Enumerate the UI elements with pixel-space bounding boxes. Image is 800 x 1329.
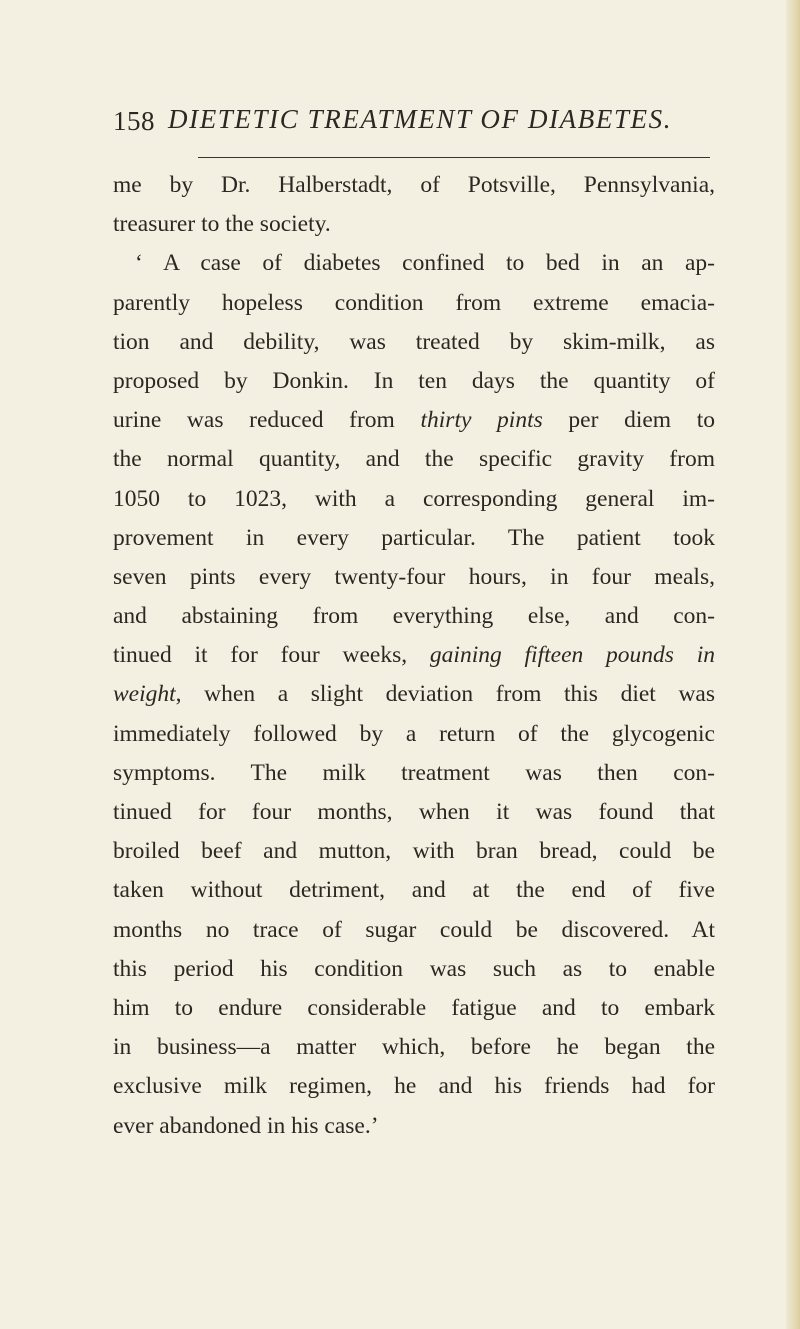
text-line: this period his condition was such as to enable bbox=[113, 955, 715, 982]
text-line: the normal quantity, and the specific gravity from bbox=[113, 446, 715, 473]
text-line: exclusive milk regimen, he and his friends had for bbox=[113, 1073, 715, 1100]
text-line: him to endure considerable fatigue and to embark bbox=[113, 994, 715, 1021]
page-edge-shadow bbox=[786, 0, 800, 1329]
text-line: and abstaining from everything else, and con- bbox=[113, 603, 715, 630]
text-segment: tinued it for four weeks, bbox=[113, 642, 430, 669]
text-line bbox=[113, 401, 715, 440]
text-line: seven pints every twenty-four hours, in four meals, bbox=[113, 563, 715, 590]
text-line bbox=[113, 636, 715, 675]
header-rule bbox=[198, 157, 710, 158]
text-line: taken without detriment, and at the end of five bbox=[113, 877, 715, 904]
italic-phrase: gaining fifteen pounds in bbox=[429, 642, 716, 669]
text-line: treasurer to the society. bbox=[113, 211, 331, 238]
text-line: broiled beef and mutton, with bran bread, could be bbox=[113, 838, 715, 865]
text-segment: urine was reduced from bbox=[113, 407, 421, 434]
running-title: DIETETIC TREATMENT OF DIABETES. bbox=[168, 104, 673, 134]
text-segment: , when a slight deviation from this diet was bbox=[175, 681, 715, 708]
italic-phrase: thirty pints bbox=[420, 407, 543, 434]
text-line: ‘ A case of diabetes confined to bed in an ap- bbox=[135, 250, 715, 277]
text-line: symptoms. The milk treatment was then con- bbox=[113, 759, 715, 786]
text-line: months no trace of sugar could be discovered. At bbox=[113, 916, 715, 943]
page-number: 158 bbox=[113, 106, 155, 136]
running-header bbox=[113, 104, 723, 144]
text-line: proposed by Donkin. In ten days the quantity of bbox=[113, 367, 715, 394]
text-line: me by Dr. Halberstadt, of Potsville, Pennsylvania, bbox=[113, 172, 715, 198]
text-line: provement in every particular. The patient took bbox=[113, 524, 715, 551]
text-line: tion and debility, was treated by skim-milk, as bbox=[113, 328, 715, 355]
text-line: in business—a matter which, before he began the bbox=[113, 1034, 715, 1061]
italic-phrase: weight bbox=[113, 681, 176, 708]
body-text bbox=[113, 166, 715, 1146]
text-line: parently hopeless condition from extreme emacia- bbox=[113, 289, 715, 316]
text-line: immediately followed by a return of the glycogenic bbox=[113, 720, 715, 747]
text-line: 1050 to 1023, with a corresponding general im- bbox=[113, 485, 715, 512]
text-line: tinued for four months, when it was found that bbox=[113, 799, 715, 825]
text-segment: per diem to bbox=[542, 407, 715, 434]
text-line bbox=[113, 675, 715, 714]
text-line: ever abandoned in his case.’ bbox=[113, 1112, 379, 1139]
